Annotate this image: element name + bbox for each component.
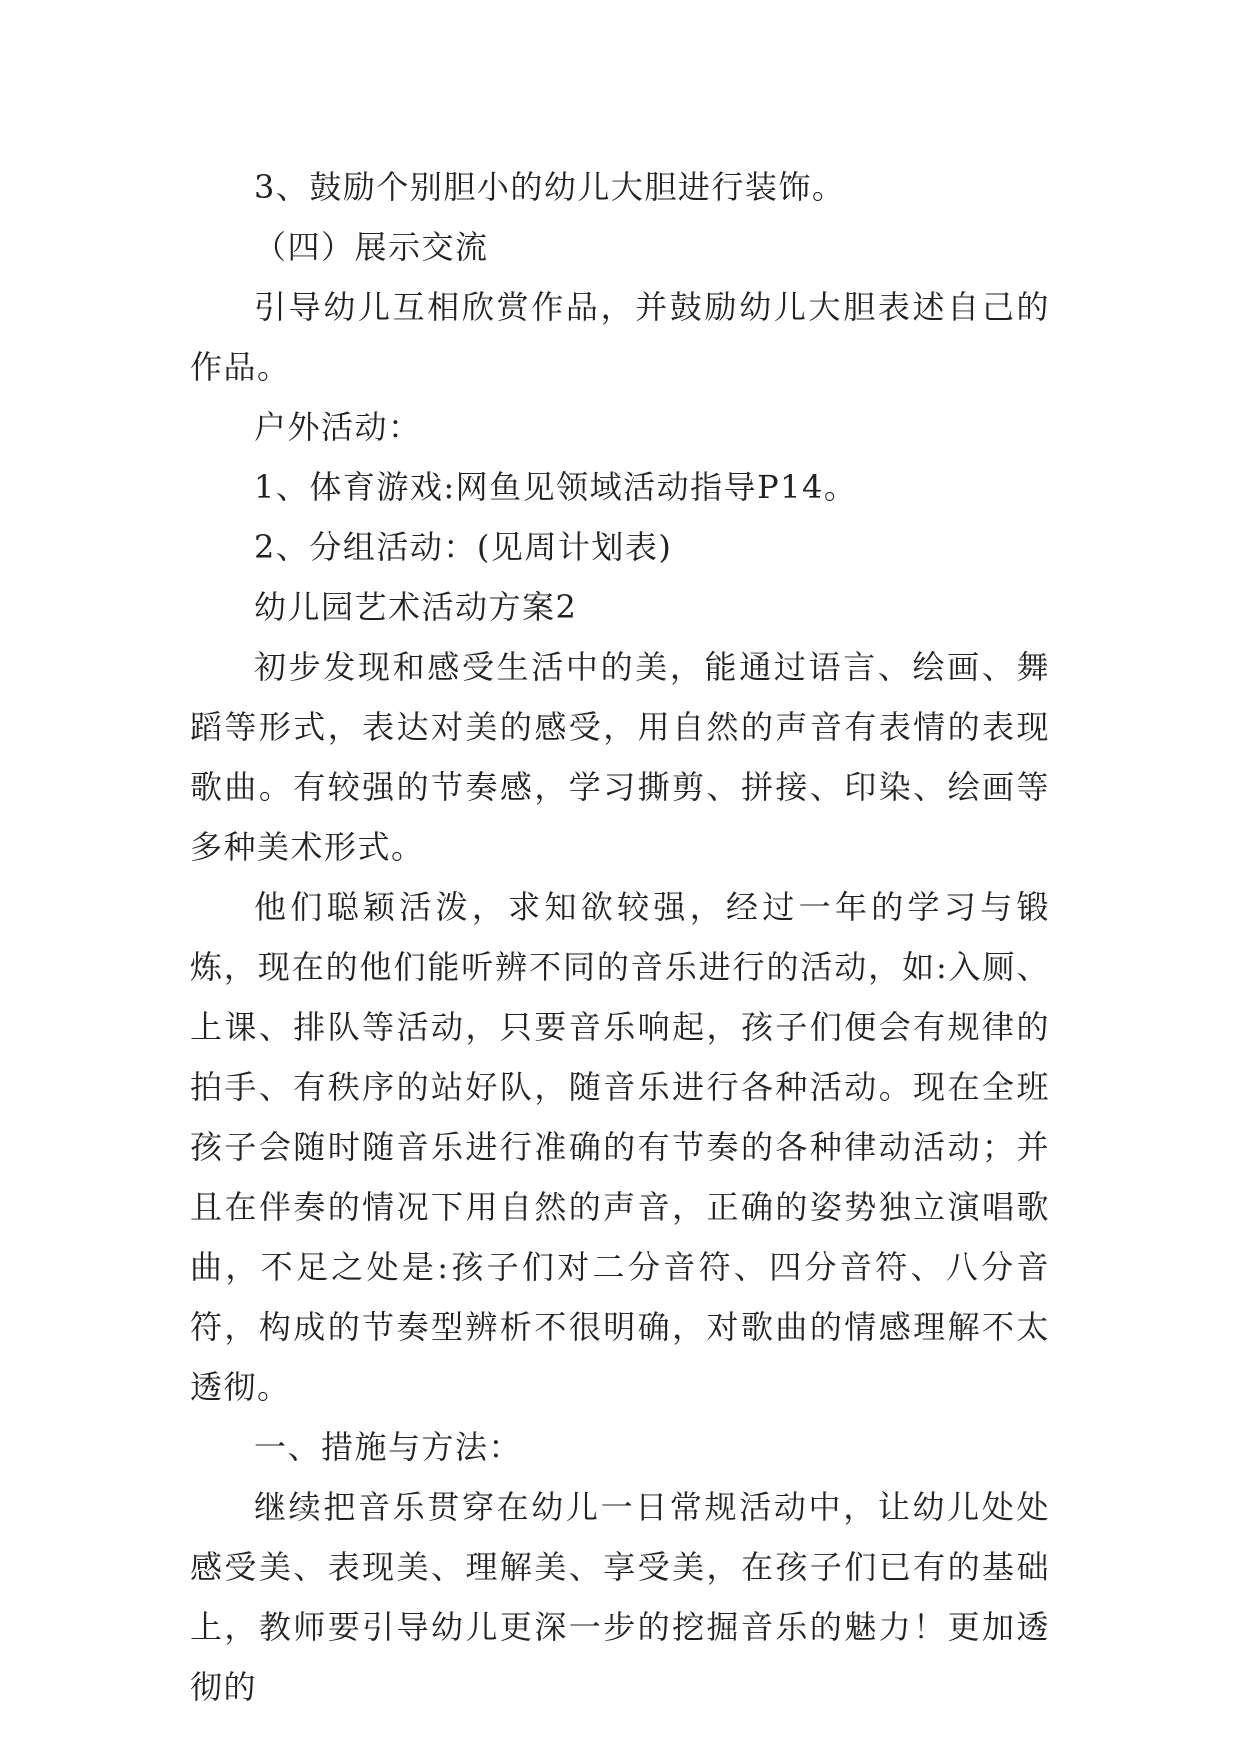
document-body	[190, 157, 1050, 1717]
paragraph-sports-game: 1、体育游戏:网鱼见领域活动指导P14。	[254, 468, 858, 506]
section-heading-outdoor-activity: 户外活动：	[254, 408, 422, 446]
paragraph-group-activity: 2、分组活动：(见周计划表)	[254, 528, 673, 566]
paragraph-goals: 初步发现和感受生活中的美，能通过语言、绘画、舞蹈等形式，表达对美的感受，用自然的声音有表情的表现歌曲。有较强的节奏感，学习撕剪、拼接、印染、绘画等多种美术形式。	[190, 648, 1050, 866]
paragraph-situation-analysis: 他们聪颖活泼，求知欲较强，经过一年的学习与锻炼，现在的他们能听辨不同的音乐进行的活动，如:入厕、上课、排队等活动，只要音乐响起，孩子们便会有规律的拍手、有秩序的站好队，随音乐进行各种活动。现在全班孩子会随时随音乐进行准确的有节奏的各种律动活动；并且在伴奏的情况下用自然的声音，正确的姿势独立演唱歌曲，不足之处是:孩子们对二分音符、四分音符、八分音符，构成的节奏型辨析不很明确，对歌曲的情感理解不太透彻。	[190, 888, 1050, 1406]
section-heading-display-exchange: （四）展示交流	[254, 228, 489, 266]
paragraph-measures-detail: 继续把音乐贯穿在幼儿一日常规活动中，让幼儿处处感受美、表现美、理解美、享受美，在孩子们已有的基础上，教师要引导幼儿更深一步的挖掘音乐的魅力！更加透彻的	[190, 1488, 1050, 1706]
paragraph-encourage-timid: 3、鼓励个别胆小的幼儿大胆进行装饰。	[254, 168, 846, 206]
document-subtitle: 幼儿园艺术活动方案2	[254, 588, 578, 626]
paragraph-appreciate-works: 引导幼儿互相欣赏作品，并鼓励幼儿大胆表述自己的作品。	[190, 288, 1050, 386]
section-heading-measures: 一、措施与方法：	[254, 1428, 523, 1466]
